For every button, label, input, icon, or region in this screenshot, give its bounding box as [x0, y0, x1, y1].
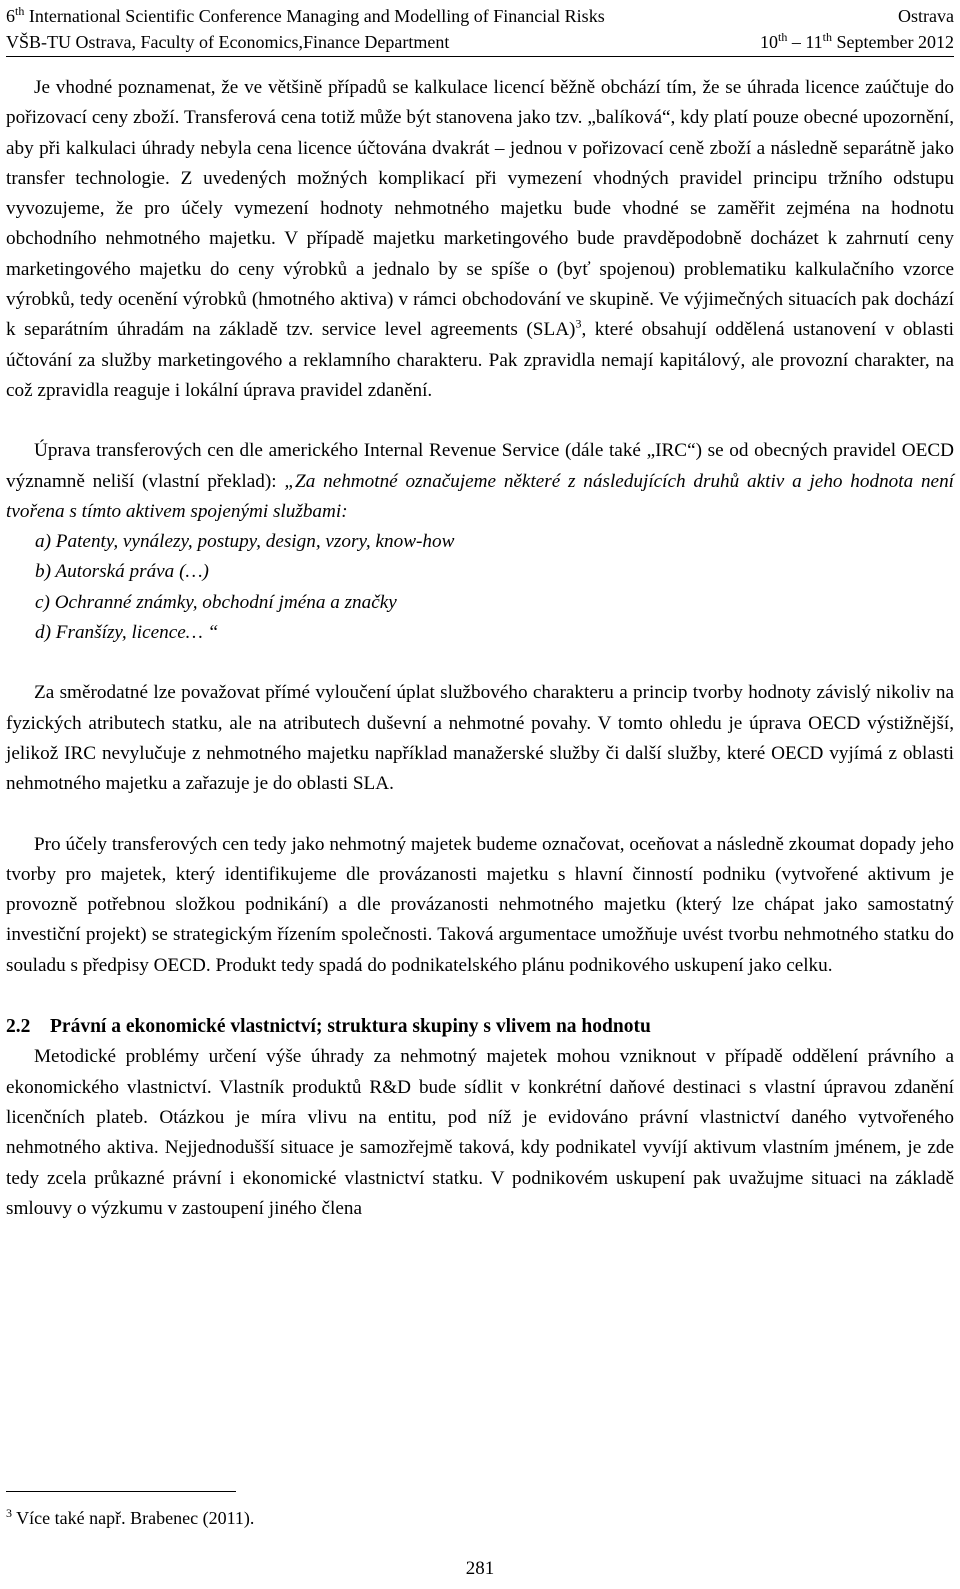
section-heading: [6, 1012, 954, 1042]
irc-quote: „Za nehmotné označujeme některé z následujících druhů aktiv a jeho hodnota není tvořena s tímto aktivem spojenými službami:: [6, 470, 954, 522]
footnote-divider: [6, 1491, 236, 1492]
header-date: 10th – 11th September 2012: [759, 30, 954, 52]
page-body: [6, 73, 954, 1224]
header-organization: VŠB-TU Ostrava, Faculty of Economics,Finance Department: [6, 32, 450, 52]
footnote-ref-3: 3: [575, 316, 582, 331]
page-header: [6, 3, 954, 55]
section-title: Právní a ekonomické vlastnictví; struktura skupiny s vlivem na hodnotu: [50, 1016, 651, 1038]
list-item: a) Patenty, vynálezy, postupy, design, vzory, know-how: [35, 531, 455, 553]
section-number: 2.2: [6, 1016, 31, 1038]
header-city: Ostrava: [898, 6, 954, 26]
paragraph-oecd-comparison: Za směrodatné lze považovat přímé vyloučení úplat službového charakteru a princip tvorby hodnoty závislý nikoliv na fyzických atributech statku, ale na atributech duševní a nehmotné povahy. V tomto ohledu je úprava OECD výstižnější, jelikož IRC nevylučuje z nehmotného majetku například manažerské služby či další služby, které OECD vyjímá z oblasti nehmotného majetku a zařazuje je do oblasti SLA.: [6, 682, 954, 795]
header-divider: [6, 56, 954, 57]
paragraph-irc-definition: Úprava transferových cen dle amerického Internal Revenue Service (dále také „IRC“) se od obecných pravidel OECD významně neliší (vlastní překlad): „Za nehmotné označujeme některé z následujících druhů aktiv a jeho hodnota není tvořena s tímto aktivem spojenými službami:: [6, 440, 954, 522]
paragraph-licence-calculation: Je vhodné poznamenat, že ve většině případů se kalkulace licencí běžně obchází tím, že se úhrada licence zaúčtuje do pořizovací ceny zboží. Transferová cena totiž může být stanovena jako tzv. „balíková“, kdy platí pouze obecné upozornění, aby při kalkulaci úhrady nebyla cena licence účtována dvakrát – jednou v pořizovací ceně zboží a následně separátně jako transfer technologie. Z uvedených možných komplikací při vymezení vhodných pravidel principu tržního odstupu vyvozujeme, že pro účely vymezení hodnoty nehmotného majetku bude vhodné se zaměřit zejména na hodnotu obchodního nehmotného majetku. V případě majetku marketingového bude pravděpodobně docházet k zahrnutí ceny marketingového majetku do ceny výrobků a jednalo by se spíše o (byť spojenou) problematiku kalkulačního vzorce výrobků, tedy ocenění výrobků (hmotného aktiva) v rámci obchodování ve skupině. Ve výjimečných situacích pak dochází k separátním úhradám na základě tzv. service level agreements (SLA)$^3$, které obsahují oddělená ustanovení v oblasti účtování za služby marketingového a reklamního charakteru. Pak zpravidla nemají kapitálový, ale provozní charakter, na což zpravidla reaguje i lokální úprava pravidel zdanění.: [6, 77, 954, 401]
conference-title: 6th International Scientific Conference Managing and Modelling of Financial Risks: [6, 4, 605, 26]
header-row-1: [6, 3, 954, 29]
list-item: d) Franšízy, licence… “: [35, 622, 219, 644]
list-item: b) Autorská práva (…): [35, 561, 209, 583]
list-item: c) Ochranné známky, obchodní jména a značky: [35, 591, 397, 613]
header-row-2: [6, 29, 954, 55]
footnote-text: Více také např. Brabenec (2011).: [12, 1508, 255, 1528]
page-number: 281: [465, 1558, 495, 1579]
footnote: [6, 1505, 254, 1531]
paragraph-transfer-pricing-purpose: Pro účely transferových cen tedy jako nehmotný majetek budeme označovat, oceňovat a následně zkoumat dopady jeho tvorby pro majetek, který identifikujeme dle provázanosti majetku s hlavní činností podniku (vytvořené aktivum je provozně potřebnou složkou podnikání) a dle provázanosti nehmotného majetku (který lze chápat jako samostatný investiční projekt) se strategickým řízením společnosti. Taková argumentace umožňuje uvést tvorbu nehmotného statku do souladu s předpisy OECD. Produkt tedy spadá do podnikatelského plánu podnikového uskupení jako celku.: [6, 833, 954, 976]
intangible-assets-list: [6, 527, 954, 648]
paragraph-ownership: Metodické problémy určení výše úhrady za nehmotný majetek mohou vzniknout v případě oddělení právního a ekonomického vlastnictví. Vlastník produktů R&D bude sídlit v konkrétní daňové destinaci s vlastní úpravou zdanění licenčních plateb. Otázkou je míra vlivu na entitu, pod níž je evidováno právní vlastnictví daného vytvořeného nehmotného aktiva. Nejjednodušší situace je samozřejmě taková, kdy podnikatel vyvíjí aktivum vlastním jménem, je zde tedy zcela průkazné právní i ekonomické vlastnictví statku. V podnikovém uskupení pak uvažujme situaci na základě smlouvy o výzkumu v zastoupení jiného člena: [6, 1046, 954, 1219]
footnote-number: 3: [6, 1506, 12, 1520]
